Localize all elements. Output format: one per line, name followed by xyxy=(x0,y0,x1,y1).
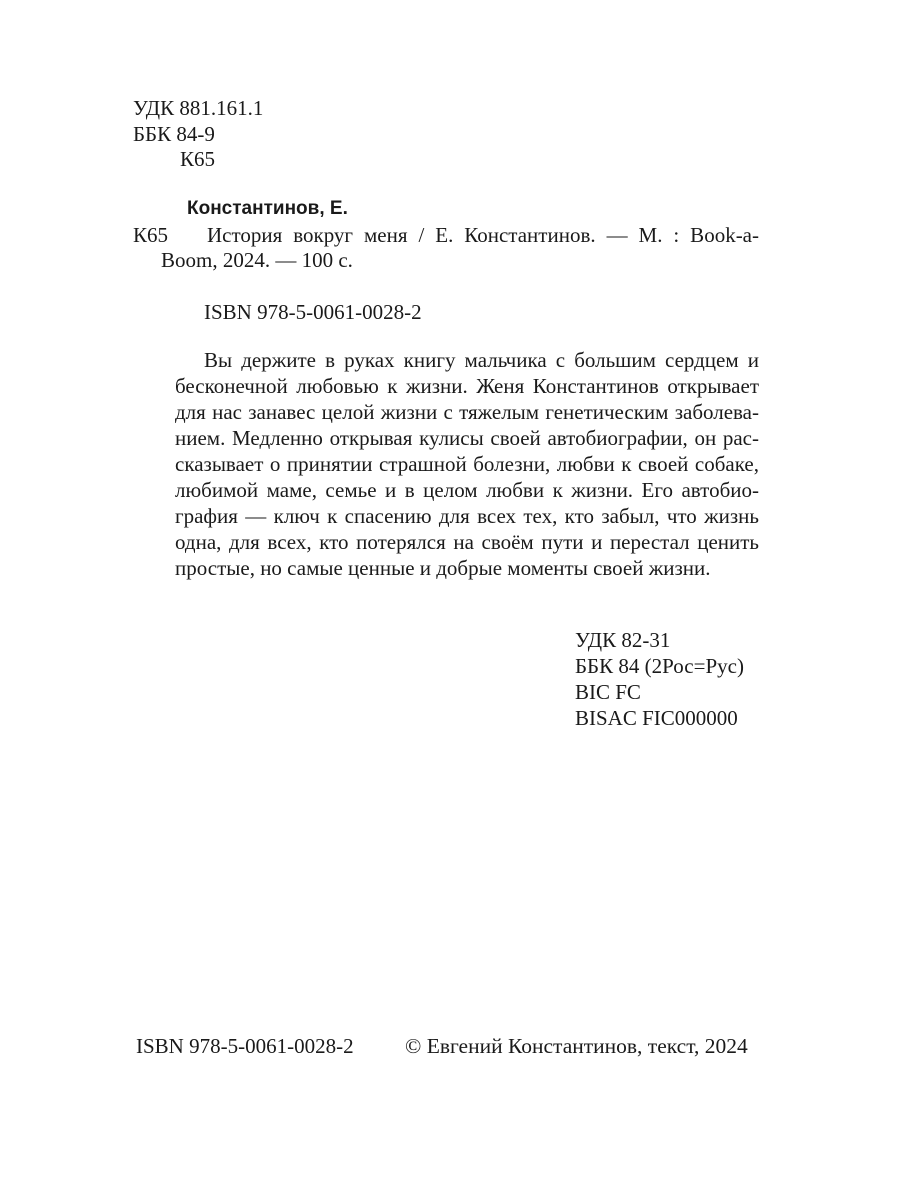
classification-bisac: BISAC FIC000000 xyxy=(575,706,738,730)
udk-code: УДК 881.161.1 xyxy=(133,96,264,120)
annotation-line: бесконечной любовью к жизни. Женя Константинов открывает xyxy=(175,374,759,398)
annotation-paragraph xyxy=(175,347,759,581)
catalog-card-isbn: ISBN 978-5-0061-0028-2 xyxy=(204,300,422,324)
annotation-line: одна, для всех, кто потерялся на своём пути и перестал ценить xyxy=(175,530,759,554)
footer-isbn: ISBN 978-5-0061-0028-2 xyxy=(136,1034,354,1058)
author-heading: Константинов, Е. xyxy=(187,198,348,219)
catalog-card-author-mark: К65 xyxy=(133,223,169,247)
bibliographic-description-line-1: История вокруг меня / Е. Константинов. — М. : Book-a- xyxy=(207,223,759,247)
copyright-notice: © Евгений Константинов, текст, 2024 xyxy=(405,1034,748,1058)
bibliographic-description-line-2: Boom, 2024. — 100 с. xyxy=(161,248,353,272)
classification-bic: BIC FC xyxy=(575,680,641,704)
author-mark: К65 xyxy=(180,147,216,171)
annotation-line: нием. Медленно открывая кулисы своей автобиографии, он рас- xyxy=(175,426,759,450)
annotation-line: Вы держите в руках книгу мальчика с большим сердцем и xyxy=(204,348,759,372)
annotation-line: любимой маме, семье и в целом любви к жизни. Его автобио- xyxy=(175,478,759,502)
classification-udk: УДК 82-31 xyxy=(575,628,671,652)
bbk-code: ББК 84-9 xyxy=(133,122,215,146)
annotation-line: простые, но самые ценные и добрые моменты своей жизни. xyxy=(175,556,711,580)
classification-bbk: ББК 84 (2Рос=Рус) xyxy=(575,654,744,678)
annotation-line: сказывает о принятии страшной болезни, любви к своей собаке, xyxy=(175,452,759,476)
annotation-line: графия — ключ к спасению для всех тех, кто забыл, что жизнь xyxy=(175,504,759,528)
annotation-line: для нас занавес целой жизни с тяжелым генетическим заболева- xyxy=(175,400,759,424)
